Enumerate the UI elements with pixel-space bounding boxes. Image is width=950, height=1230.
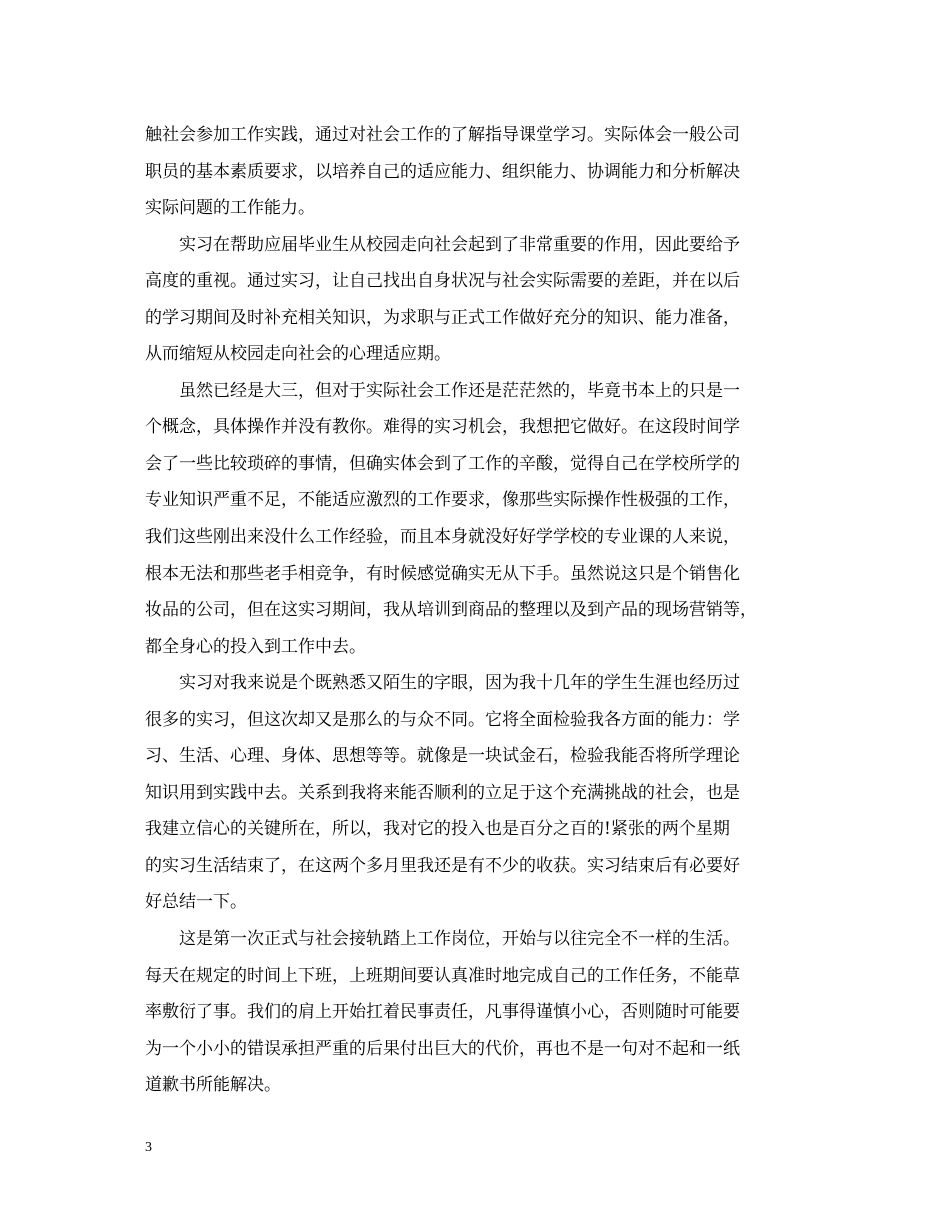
text-line: 道歉书所能解决。 [145,1075,281,1096]
text-line: 都全身心的投入到工作中去。 [145,636,366,657]
text-line: 虽然已经是大三，但对于实际社会工作还是茫茫然的，毕竟书本上的只是一 [145,380,740,401]
text-line: 专业知识严重不足，不能适应激烈的工作要求，像那些实际操作性极强的工作， [145,490,740,511]
text-line: 我建立信心的关键所在，所以，我对它的投入也是百分之百的!紧张的两个星期 [145,819,730,840]
text-line: 会了一些比较琐碎的事情，但确实体会到了工作的辛酸，觉得自己在学校所学的 [145,453,740,474]
text-line: 实习在帮助应届毕业生从校园走向社会起到了非常重要的作用，因此要给予 [145,234,740,255]
text-line: 每天在规定的时间上下班，上班期间要认真准时地完成自己的工作任务，不能草 [145,965,740,986]
text-line: 个概念，具体操作并没有教你。难得的实习机会，我想把它做好。在这段时间学 [145,417,740,438]
text-line: 很多的实习，但这次却又是那么的与众不同。它将全面检验我各方面的能力：学 [145,709,740,730]
text-line: 习、生活、心理、身体、思想等等。就像是一块试金石，检验我能否将所学理论 [145,746,740,767]
text-line: 的学习期间及时补充相关知识，为求职与正式工作做好充分的知识、能力准备， [145,307,740,328]
text-line: 率敷衍了事。我们的肩上开始扛着民事责任，凡事得谨慎小心，否则随时可能要 [145,1002,740,1023]
text-line: 实际问题的工作能力。 [145,198,315,219]
text-line: 的实习生活结束了，在这两个多月里我还是有不少的收获。实习结束后有必要好 [145,855,740,876]
text-line: 我们这些刚出来没什么工作经验，而且本身就没好好学学校的专业课的人来说， [145,527,740,548]
text-line: 根本无法和那些老手相竞争，有时候感觉确实无从下手。虽然说这只是个销售化 [145,563,740,584]
text-line: 高度的重视。通过实习，让自己找出自身状况与社会实际需要的差距，并在以后 [145,271,740,292]
text-line: 这是第一次正式与社会接轨踏上工作岗位，开始与以往完全不一样的生活。 [145,929,740,950]
text-line: 好总结一下。 [145,892,247,913]
text-line: 从而缩短从校园走向社会的心理适应期。 [145,344,451,365]
text-line: 职员的基本素质要求，以培养自己的适应能力、组织能力、协调能力和分析解决 [145,161,740,182]
text-line: 知识用到实践中去。关系到我将来能否顺利的立足于这个充满挑战的社会，也是 [145,782,740,803]
text-line: 实习对我来说是个既熟悉又陌生的字眼，因为我十几年的学生生涯也经历过 [145,673,740,694]
page-number: 3 [145,1140,152,1155]
text-line: 为一个小小的错误承担严重的后果付出巨大的代价，再也不是一句对不起和一纸 [145,1038,740,1059]
text-line: 触社会参加工作实践，通过对社会工作的了解指导课堂学习。实际体会一般公司 [145,125,740,145]
text-line: 妆品的公司，但在这实习期间，我从培训到商品的整理以及到产品的现场营销等， [145,600,757,621]
body-text [145,117,805,1104]
